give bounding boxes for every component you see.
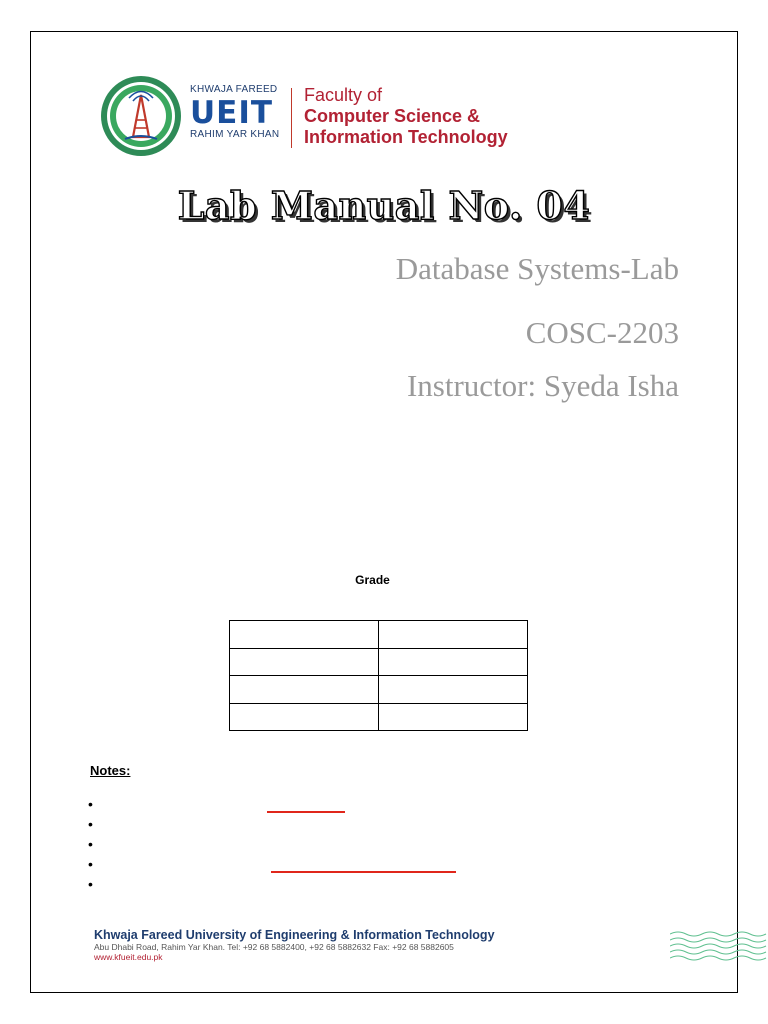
table-row [230,621,528,649]
faculty-name [304,85,508,148]
faculty-line-3: Information Technology [304,127,508,147]
university-wordmark [190,84,279,141]
table-cell [230,621,379,649]
footer-address: Abu Dhabi Road, Rahim Yar Khan. Tel: +92 68 5882400, +92 68 5882632 Fax: +92 68 5882605 [94,942,454,952]
course-name: Database Systems-Lab [395,251,679,286]
instructor-name: Instructor: Syeda Isha [406,368,679,403]
red-underline-mark [271,871,456,873]
footer-university-name: Khwaja Fareed University of Engineering & Information Technology [94,928,495,942]
bullet-icon: • [88,816,93,832]
red-underline-mark [267,811,345,813]
bullet-icon: • [88,856,93,872]
footer-website: www.kfueit.edu.pk [94,952,163,962]
university-name-top: KHWAJA FAREED [190,84,278,95]
lab-manual-title: Lab Manual No. 04 [177,183,591,228]
notes-heading: Notes: [90,763,131,778]
table-cell [379,703,528,731]
table-row [230,648,528,676]
table-row [230,676,528,704]
table-cell [379,621,528,649]
bullet-icon: • [88,796,93,812]
table-cell [230,676,379,704]
university-city: RAHIM YAR KHAN [190,129,280,140]
table-cell [379,676,528,704]
bullet-icon: • [88,836,93,852]
grade-table [229,620,528,731]
decorative-waves-icon [670,928,768,968]
page-border [30,31,738,993]
table-row [230,703,528,731]
university-logo-icon [100,75,182,157]
table-cell [379,648,528,676]
faculty-line-2: Computer Science & [304,106,481,126]
table-cell [230,648,379,676]
grade-label: Grade [355,573,390,587]
bullet-icon: • [88,876,93,892]
faculty-line-1: Faculty of [304,85,383,105]
table-cell [230,703,379,731]
university-acronym: UEIT [190,95,274,131]
header-divider [291,88,292,148]
course-code: COSC-2203 [525,315,679,350]
